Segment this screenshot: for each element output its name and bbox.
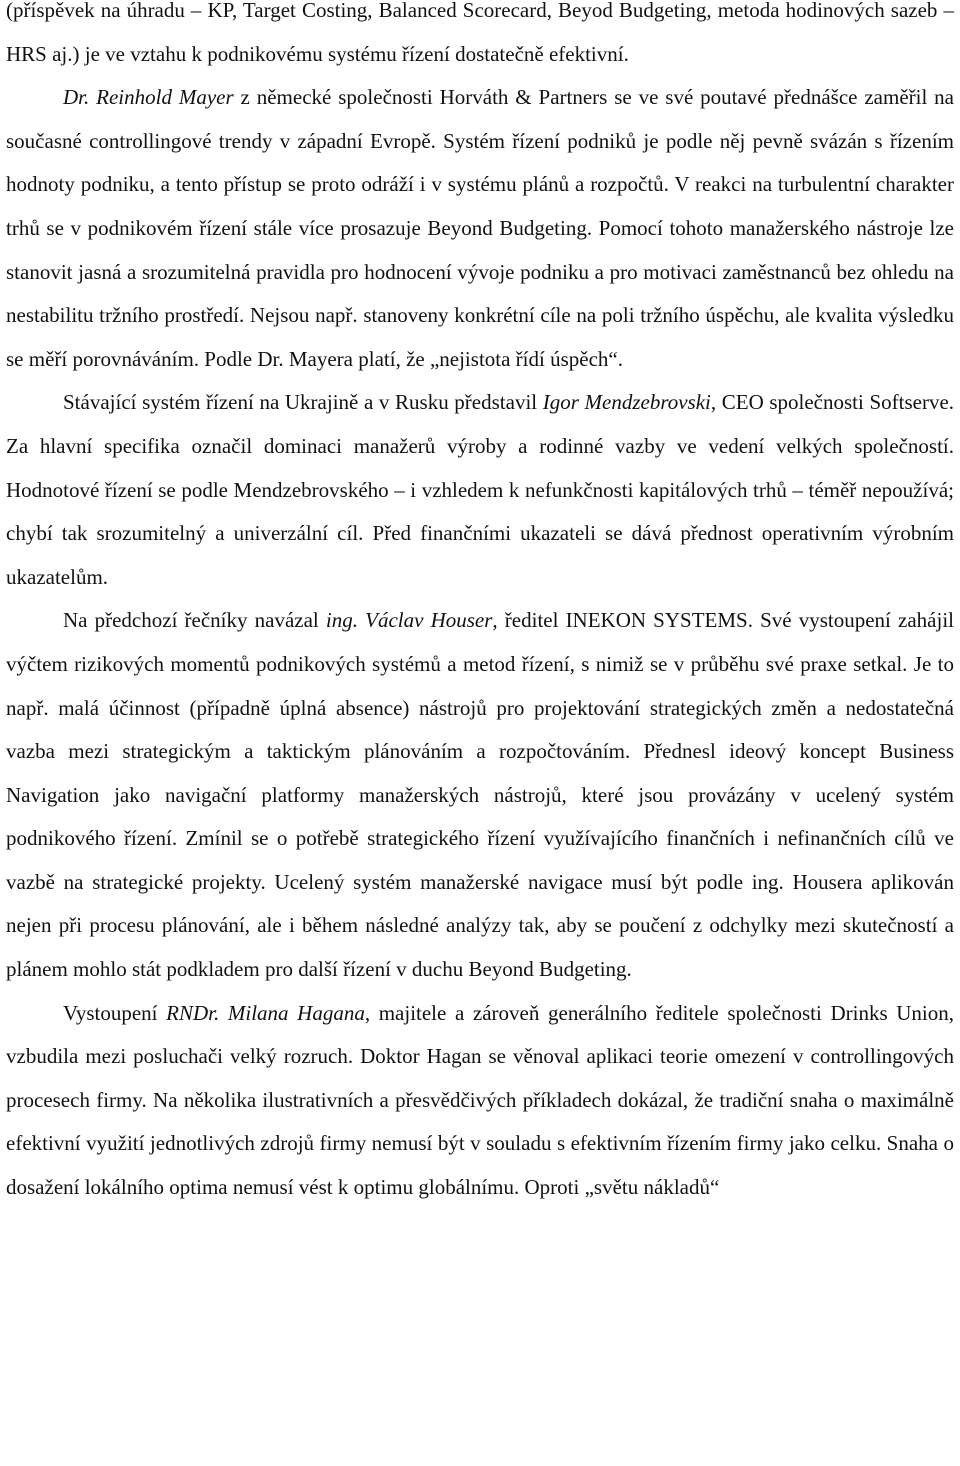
paragraph-text: (příspěvek na úhradu – KP, Target Costing, Balanced Scorecard, Beyod Budgeting, metoda hodinových sazeb – HRS aj.) je ve vztahu k podnikovému systému řízení dostatečně efektivní. [6, 0, 954, 66]
paragraph-continuation [6, 0, 954, 76]
paragraph-mayer [6, 76, 954, 381]
title-dr: Dr. [63, 85, 97, 110]
paragraph-text: , ředitel INEKON SYSTEMS. Své vystoupení zahájil výčtem rizikových momentů podnikových systémů a metod řízení, s nimiž se v průběhu své praxe setkal. Je to např. malá účinnost (případně úplná absence) nástrojů pro projektování strategických změn a nedostatečná vazba mezi strategickým a taktickým plánováním a rozpočtováním. Přednesl ideový koncept Business Navigation jako navigační platformy manažerských nástrojů, které jsou provázány v ucelený systém podnikového řízení. Zmínil se o potřebě strategického řízení využívajícího finančních i nefinančních cílů ve vazbě na strategické projekty. Ucelený systém manažerské navigace musí být podle ing. Housera aplikován nejen při procesu plánování, ale i během následné analýzy tak, aby se poučení z odchylky mezi skutečností a plánem mohlo stát podkladem pro další řízení v duchu Beyond Budgeting. [6, 608, 954, 982]
paragraph-hagan [6, 992, 954, 1210]
paragraph-houser [6, 599, 954, 991]
speaker-name-mayer: Reinhold Mayer [96, 85, 234, 110]
speaker-name-hagan: RNDr. Milana Hagana [166, 1000, 365, 1025]
paragraph-text: , majitele a zároveň generálního ředitele společnosti Drinks Union, vzbudila mezi posluchači velký rozruch. Doktor Hagan se věnoval aplikaci teorie omezení v controllingových procesech firmy. Na několika ilustrativních a přesvědčivých příkladech dokázal, že tradiční snaha o maximálně efektivní využití jednotlivých zdrojů firmy nemusí být v souladu s efektivním řízením firmy jako celku. Snaha o dosažení lokálního optima nemusí vést k optimu globálnímu. Oproti „světu nákladů“ [6, 1000, 955, 1200]
paragraph-text: , CEO společnosti Softserve. Za hlavní specifika označil dominaci manažerů výroby a rodinné vazby ve vedení velkých společností. Hodnotové řízení se podle Mendzebrovského – i vzhledem k nefunkčnosti kapitálových trhů – téměř nepoužívá; chybí tak srozumitelný a univerzální cíl. Před finančními ukazateli se dává přednost operativním výrobním ukazatelům. [6, 390, 955, 589]
paragraph-text: z německé společnosti Horváth & Partners se ve své poutavé přednášce zaměřil na současné controllingové trendy v západní Evropě. Systém řízení podniků je podle něj pevně svázán s řízením hodnoty podniku, a tento přístup se proto odráží i v systému plánů a rozpočtů. V reakci na turbulentní charakter trhů se v podnikovém řízení stále více prosazuje Beyond Budgeting. Pomocí tohoto manažerského nástroje lze stanovit jasná a srozumitelná pravidla pro hodnocení vývoje podniku a pro motivaci zaměstnanců bez ohledu na nestabilitu tržního prostředí. Nejsou např. stanoveny konkrétní cíle na poli tržního úspěchu, ale kvalita výsledku se měří porovnáváním. Podle Dr. Mayera platí, že „nejistota řídí úspěch“. [6, 85, 955, 371]
paragraph-mendzebrovski [6, 381, 954, 599]
paragraph-text: Stávající systém řízení na Ukrajině a v Rusku představil [63, 390, 543, 415]
paragraph-text: Na předchozí řečníky navázal [63, 608, 326, 633]
paragraph-text: Vystoupení [63, 1000, 167, 1025]
speaker-name-mendzebrovski: Igor Mendzebrovski [542, 390, 711, 415]
speaker-name-houser: ing. Václav Houser [325, 608, 493, 633]
